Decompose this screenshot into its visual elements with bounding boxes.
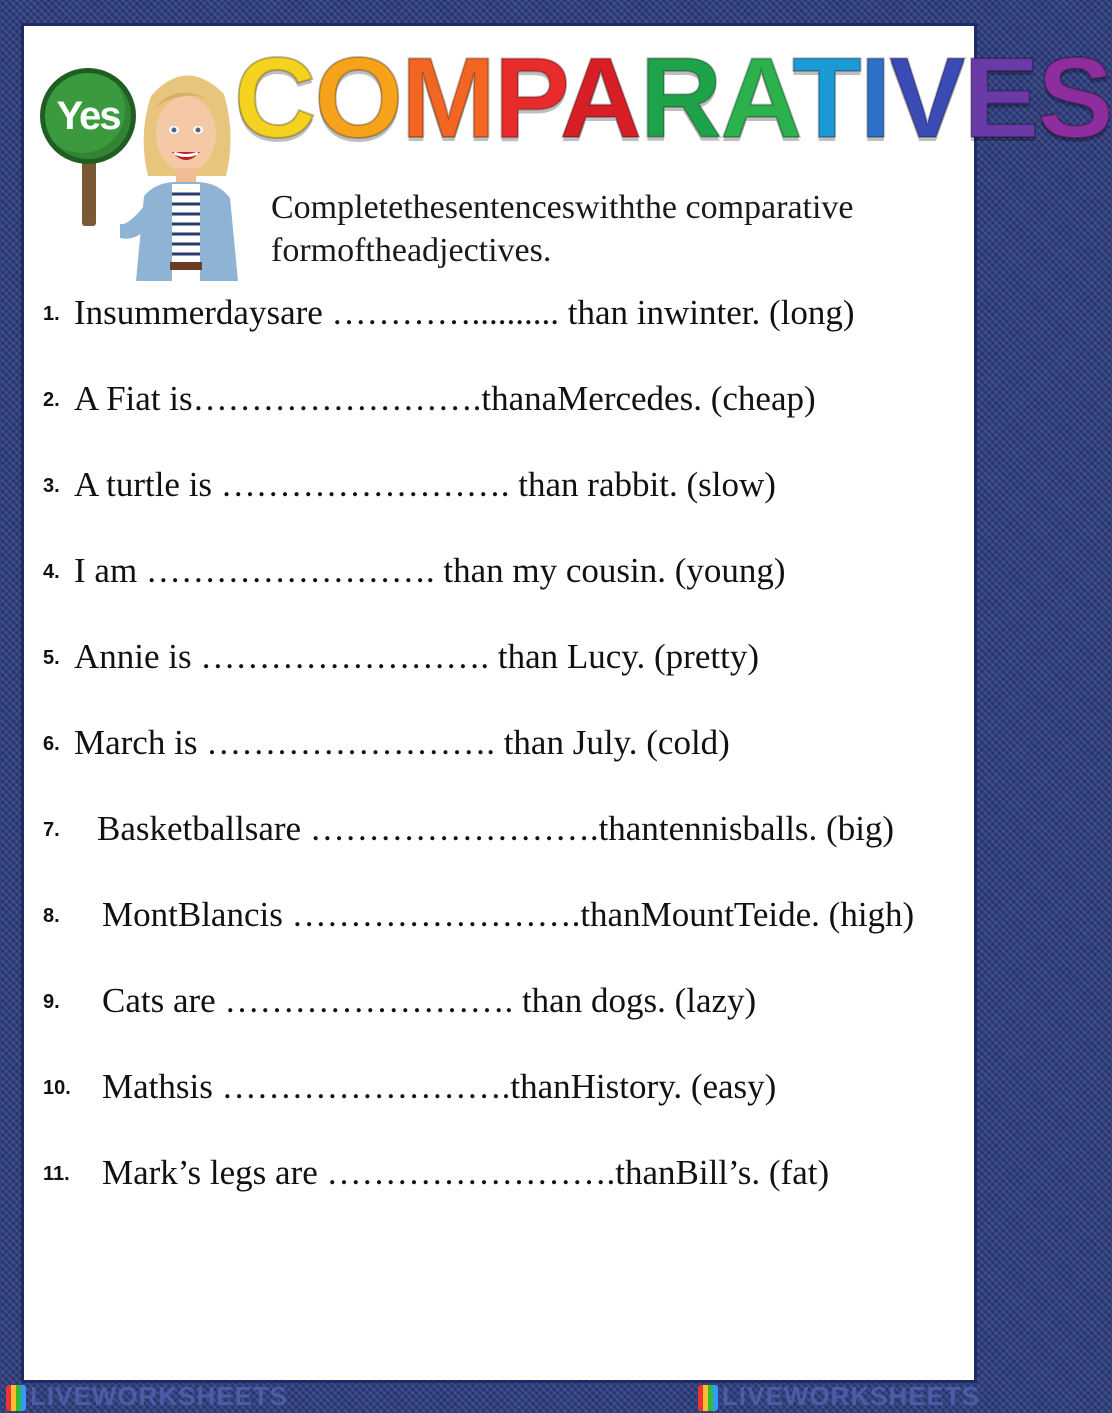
exercise-number: 6. xyxy=(43,733,60,755)
title-letter: T xyxy=(792,35,860,162)
exercise-sentence[interactable]: Mathsis …………………….thanHistory. (easy) xyxy=(102,1067,777,1106)
exercise-number: 10. xyxy=(43,1077,71,1099)
liveworksheets-logo-icon xyxy=(698,1385,718,1411)
exercise-item xyxy=(24,463,974,549)
exercise-item xyxy=(24,807,974,893)
exercise-sentence[interactable]: Annie is ……………………. than Lucy. (pretty) xyxy=(74,637,759,676)
instruction-line: Completethesentenceswiththe comparative xyxy=(271,189,854,226)
footer-logo-left[interactable] xyxy=(6,1381,288,1411)
footer-brand: LIVEWORKSHEETS xyxy=(722,1381,981,1411)
title-letter: E xyxy=(963,35,1038,162)
footer-brand: LIVEWORKSHEETS xyxy=(30,1381,289,1411)
exercise-item xyxy=(24,549,974,635)
liveworksheets-logo-icon xyxy=(6,1385,26,1411)
exercise-number: 3. xyxy=(43,475,60,497)
worksheet-title xyxy=(234,34,1112,164)
exercise-number: 4. xyxy=(43,561,60,583)
exercise-sentence[interactable]: Insummerdaysare ………….......... than inwinter. (long) xyxy=(74,293,855,332)
title-letter: A xyxy=(559,35,640,162)
title-letter: O xyxy=(314,35,402,162)
teacher-avatar-icon xyxy=(126,56,246,281)
exercise-number: 9. xyxy=(43,991,60,1013)
exercise-sentence[interactable]: Basketballsare …………………….thantennisballs. (big) xyxy=(97,809,895,848)
exercise-number: 11. xyxy=(43,1163,70,1185)
exercise-item xyxy=(24,893,974,979)
instructions xyxy=(271,186,931,272)
exercise-number: 8. xyxy=(43,905,60,927)
exercise-item xyxy=(24,1065,974,1151)
exercise-item xyxy=(24,377,974,463)
exercise-sentence[interactable]: Cats are ……………………. than dogs. (lazy) xyxy=(102,981,757,1020)
exercise-sentence[interactable]: Mark’s legs are …………………….thanBill’s. (fat) xyxy=(102,1153,830,1192)
exercise-number: 2. xyxy=(43,389,60,411)
exercise-item xyxy=(24,721,974,807)
instruction-line: formoftheadjectives. xyxy=(271,232,552,269)
title-letter: A xyxy=(720,35,793,162)
title-letter: S xyxy=(1037,35,1112,162)
sign-stick xyxy=(82,156,96,226)
exercise-sentence[interactable]: I am ……………………. than my cousin. (young) xyxy=(74,551,786,590)
exercise-sentence[interactable]: March is ……………………. than July. (cold) xyxy=(74,723,730,762)
footer-logo-right[interactable] xyxy=(698,1381,980,1411)
title-letter: M xyxy=(401,35,494,162)
yes-sign-icon: Yes xyxy=(40,68,136,164)
title-letter: C xyxy=(234,35,315,162)
title-letter: R xyxy=(639,35,721,162)
exercise-list xyxy=(24,291,974,1237)
exercise-item xyxy=(24,1151,974,1237)
exercise-number: 5. xyxy=(43,647,60,669)
title-letter: I xyxy=(859,35,890,162)
title-letter: P xyxy=(493,35,560,162)
exercise-item xyxy=(24,979,974,1065)
exercise-item xyxy=(24,291,974,377)
worksheet-page xyxy=(24,26,1112,1380)
title-letter: V xyxy=(889,35,964,162)
exercise-item xyxy=(24,635,974,721)
exercise-sentence[interactable]: A Fiat is…………………….thanaMercedes. (cheap) xyxy=(74,379,816,418)
exercise-number: 7. xyxy=(43,819,60,841)
exercise-sentence[interactable]: MontBlancis …………………….thanMountTeide. (high) xyxy=(102,895,915,934)
exercise-number: 1. xyxy=(43,303,60,325)
exercise-sentence[interactable]: A turtle is ……………………. than rabbit. (slow) xyxy=(74,465,776,504)
